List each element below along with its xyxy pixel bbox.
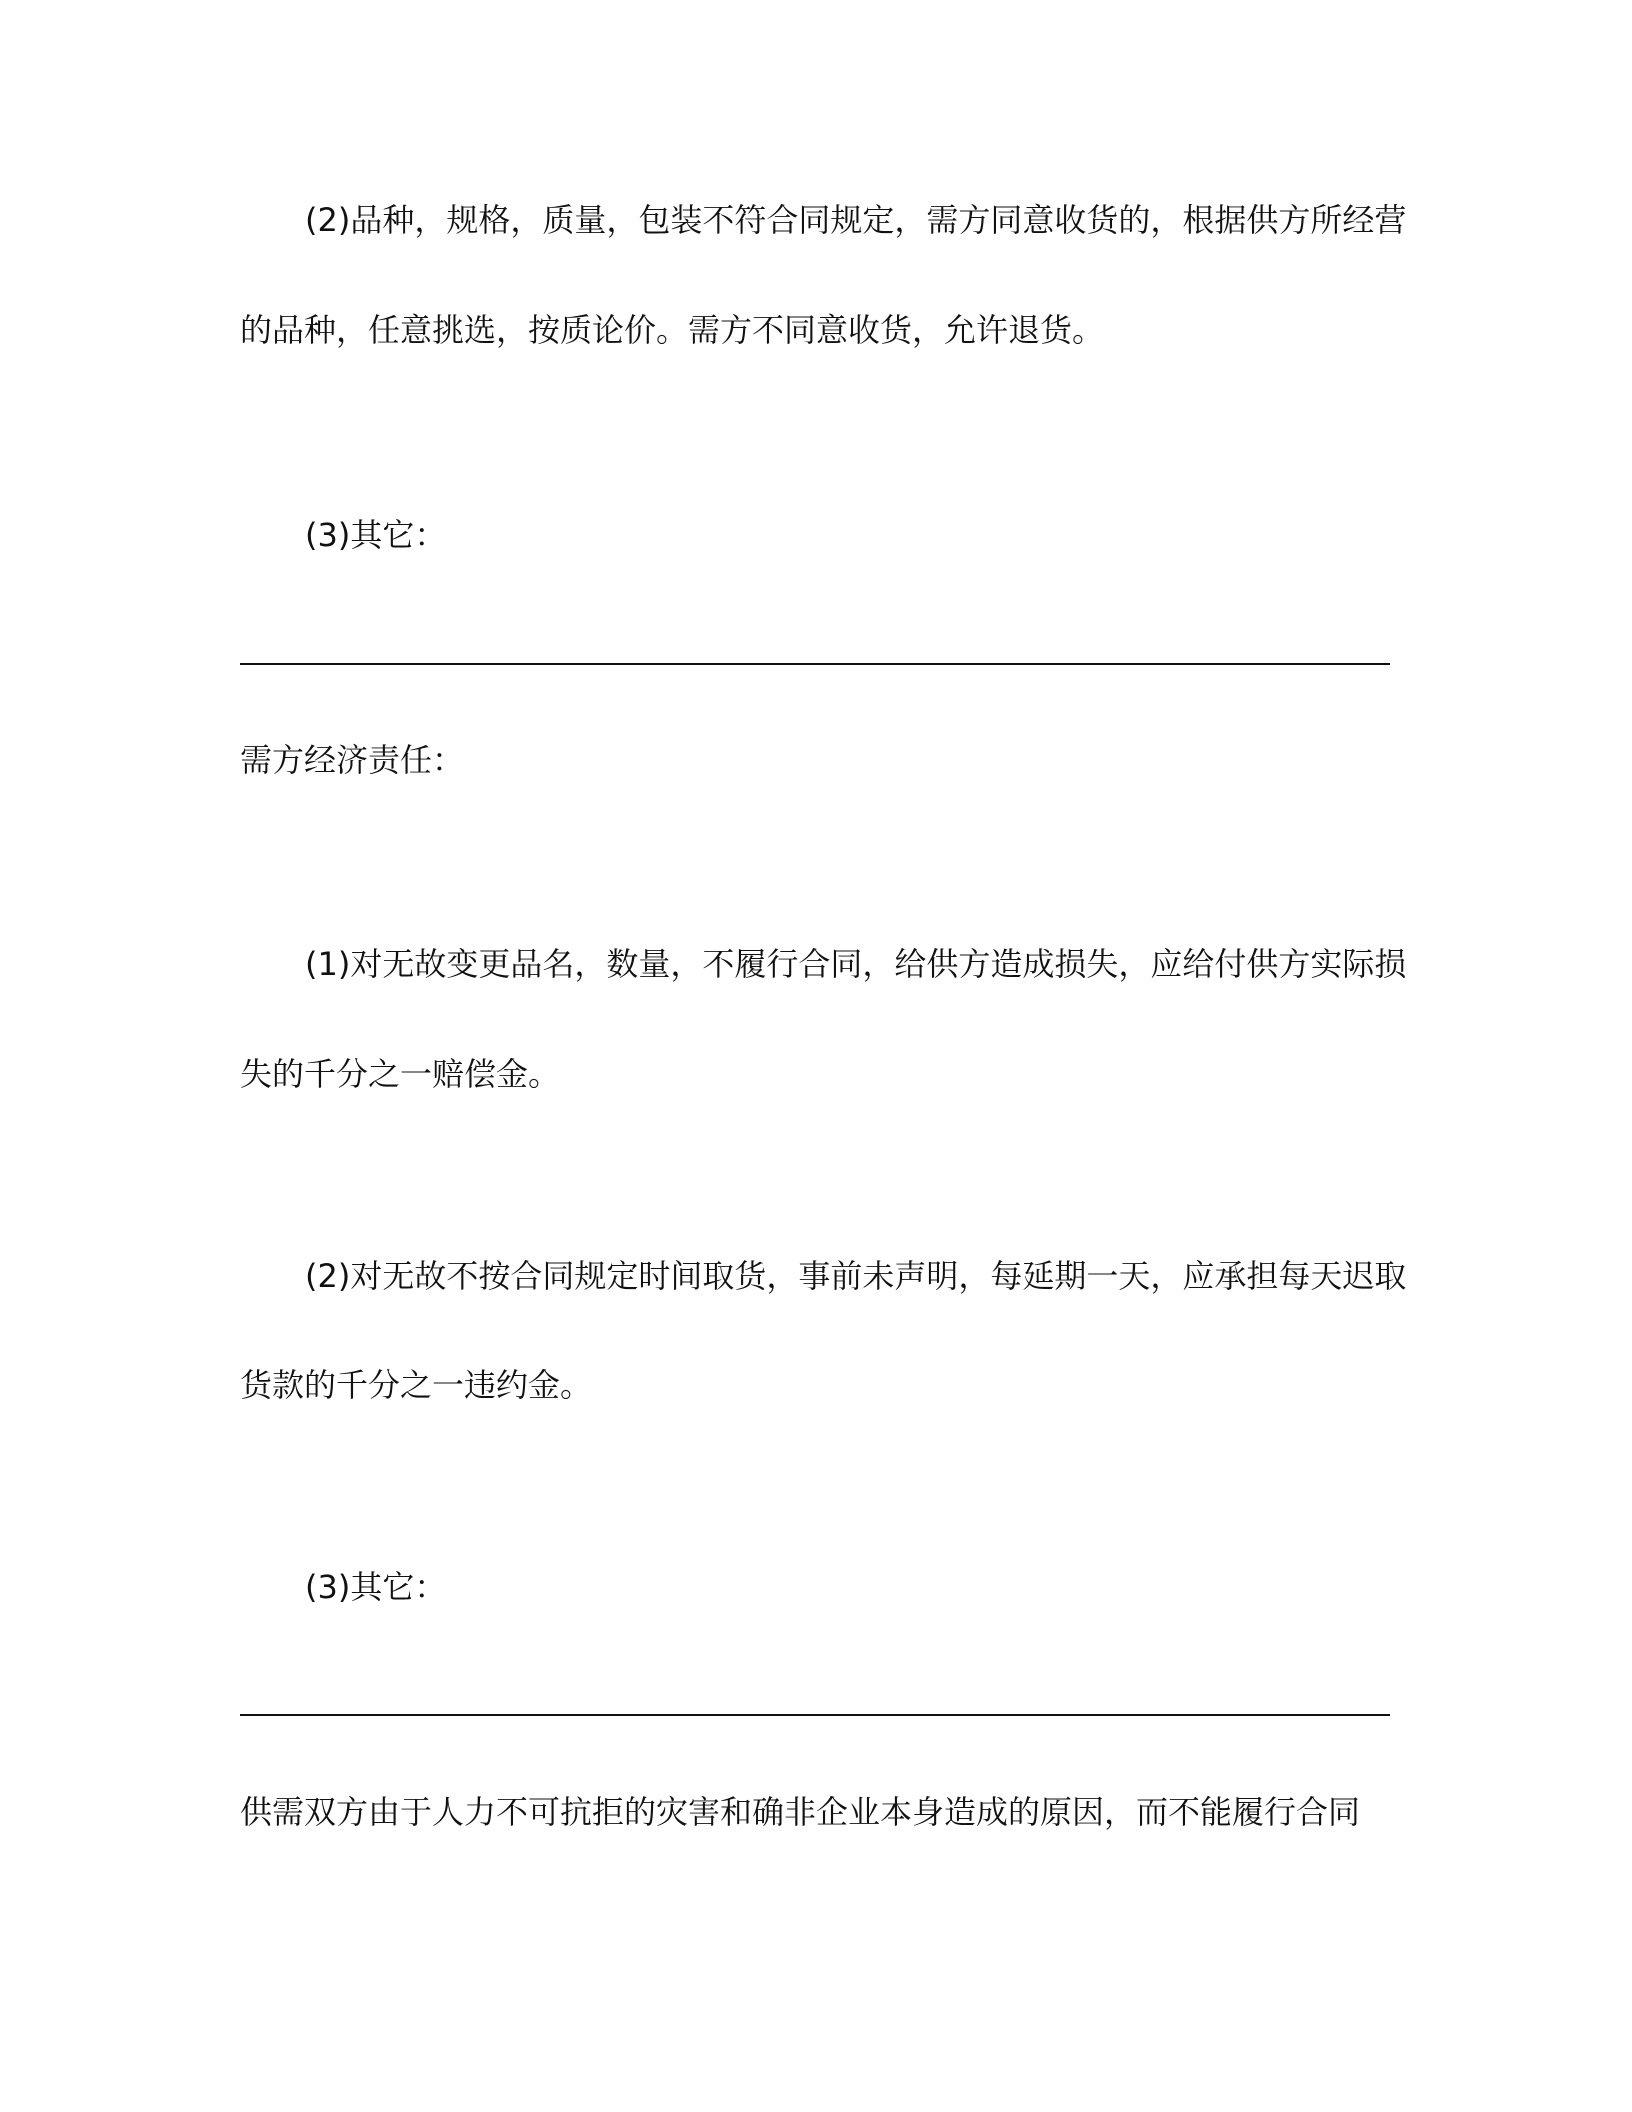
buyer-item-1-line-1: (1)对无故变更品名，数量，不履行合同，给供方造成损失，应给付供方实际损 (305, 945, 1407, 983)
blank-fill-rule (240, 663, 1390, 665)
supplier-item-2-line-2: 的品种，任意挑选，按质论价。需方不同意收货，允许退货。 (240, 311, 1105, 349)
buyer-item-2-line-1: (2)对无故不按合同规定时间取货，事前未声明，每延期一天，应承担每天迟取 (305, 1257, 1407, 1295)
supplier-item-2-line-1: (2)品种，规格，质量，包装不符合同规定，需方同意收货的，根据供方所经营 (305, 201, 1407, 239)
buyer-item-3: (3)其它： (305, 1568, 447, 1606)
buyer-item-1-line-2: 失的千分之一赔偿金。 (240, 1055, 561, 1093)
buyer-item-2-line-2: 货款的千分之一违约金。 (240, 1366, 593, 1404)
blank-fill-rule (240, 1714, 1390, 1716)
force-majeure-line: 供需双方由于人力不可抗拒的灾害和确非企业本身造成的原因，而不能履行合同 (240, 1793, 1361, 1831)
buyer-responsibility-heading: 需方经济责任： (240, 741, 465, 779)
supplier-item-3: (3)其它： (305, 516, 447, 554)
